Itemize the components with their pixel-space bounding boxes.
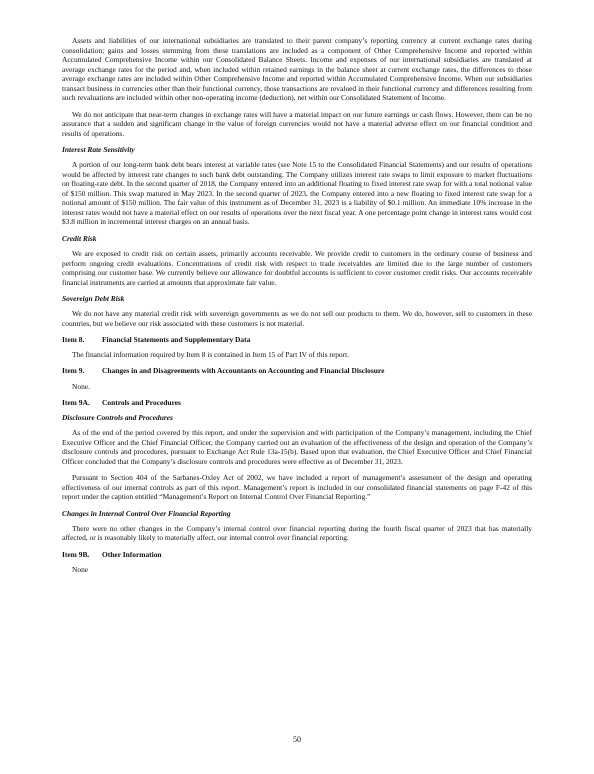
item-number: Item 9. — [62, 366, 85, 376]
paragraph-disclosure-evaluation: As of the end of the period covered by this report, and under the supervision and with participation of the Company’s management, including the Chief Executive Officer and the Chief Financial Officer, the Company carried out an evaluation of the effectiveness of the design and operation of the Company’s disclosure controls and procedures, pursuant to Exchange Act Rule 13a-15(b). Based upon that evaluation, the Chief Executive Officer and Chief Financial Officer concluded that the Company’s disclosure controls and procedures were effective as of December 31, 2023. — [62, 428, 532, 466]
item-8-heading — [62, 335, 532, 345]
paragraph-item-9b: None — [72, 564, 89, 574]
paragraph-interest-rate: A portion of our long-term bank debt bears interest at variable rates (see Note 15 to the Consolidated Financial Statements) and our results of operations would be affected by interest rate changes to such bank debt outstanding. The Company utilizes interest rate swaps to limit exposure to market fluctuations on floating-rate debt. In the second quarter of 2018, the Company entered into an additional floating to fixed interest rate swap for with a total notional value of $150 million. This swap matured in May 2023. In the second quarter of 2023, the Company entered into a new floating to fixed interest rate swap for a notional amount of $150 million. The fair value of this instrument as of December 31, 2023 is a liability of $0.1 million. An immediate 10% increase in the interest rates would not have a material effect on our results of operations over the next fiscal year. A one percentage point change in interest rates would cost $3.8 million in incremental interest charges on an annual basis. — [62, 160, 532, 227]
paragraph-item-8: The financial information required by Item 8 is contained in Item 15 of Part IV of this report. — [72, 350, 350, 360]
item-number: Item 8. — [62, 334, 85, 344]
item-number: Item 9A. — [62, 397, 90, 407]
paragraph-credit-risk: We are exposed to credit risk on certain assets, primarily accounts receivable. We provide credit to customers in the ordinary course of business and perform ongoing credit evaluations. Concentrations of credit risk with respect to trade receivables are limited due to the large number of customers comprising our customer base. We currently believe our allowance for doubtful accounts is sufficient to cover customer credit risks. Our accounts receivable financial instruments are carried at amounts that approximate fair value. — [62, 248, 532, 287]
paragraph-item-9: None. — [72, 381, 90, 391]
subheading-changes-internal-control: Changes in Internal Control Over Financial Reporting — [62, 508, 231, 518]
page-number: 50 — [293, 735, 301, 744]
paragraph-currency-translation: Assets and liabilities of our international subsidiaries are translated to their parent company’s reporting currency at current exchange rates during consolidation; gains and losses stemming from these translations are included as a component of Other Comprehensive Income and reported within Accumulated Comprehensive Income within our Consolidated Balance Sheets. Income and expenses of our international subsidiaries are translated at average exchange rates for the period and, when included within retained earnings in the balance sheet at current exchange rates, the differences to those average exchange rates are included within Other Comprehensive Income and reported within Accumulated Comprehensive Income. When our subsidiaries transact business in currencies other than their functional currency, those transactions are revalued in their functional currency and differences resulting from such revaluations are included within other non-operating income (deduction), net within our Consolidated Statement of Income. — [62, 36, 532, 103]
item-title: Financial Statements and Supplementary Data — [102, 334, 251, 344]
item-title: Other Information — [102, 549, 162, 559]
subheading-interest-rate-sensitivity: Interest Rate Sensitivity — [62, 145, 135, 155]
subheading-disclosure-controls: Disclosure Controls and Procedures — [62, 413, 173, 423]
paragraph-sox-404: Pursuant to Section 404 of the Sarbanes-Oxley Act of 2002, we have included a report of management’s assessment of the design and operating effectiveness of our internal controls as part of this report. Management’s report is included in our consolidated financial statements on page F-42 of this report under the caption entitled “Management’s Report on Internal Control Over Financial Reporting.” — [62, 473, 532, 502]
item-number: Item 9B. — [62, 549, 90, 559]
subheading-sovereign-debt-risk: Sovereign Debt Risk — [62, 293, 125, 303]
item-9b-heading — [62, 550, 532, 560]
item-9a-heading — [62, 398, 532, 408]
item-title: Controls and Procedures — [102, 397, 181, 407]
paragraph-exchange-rate-outlook: We do not anticipate that near-term changes in exchange rates will have a material impact on our future earnings or cash flows. However, there can be no assurance that a sudden and significant change in the value of foreign currencies would not have a material adverse effect on our financial condition and results of operations. — [62, 109, 532, 138]
paragraph-changes-internal-control: There were no other changes in the Company’s internal control over financial reporting during the fourth fiscal quarter of 2023 that has materially affected, or is reasonably likely to materially affect, our internal control over financial reporting. — [62, 523, 532, 543]
item-title: Changes in and Disagreements with Accountants on Accounting and Financial Disclosure — [102, 366, 385, 376]
subheading-credit-risk: Credit Risk — [62, 233, 97, 243]
paragraph-sovereign-debt: We do not have any material credit risk with sovereign governments as we do not sell our products to them. We do, however, sell to customers in these countries, but we believe our risk associated with these customers is not material. — [62, 309, 532, 328]
item-9-heading — [62, 366, 532, 376]
